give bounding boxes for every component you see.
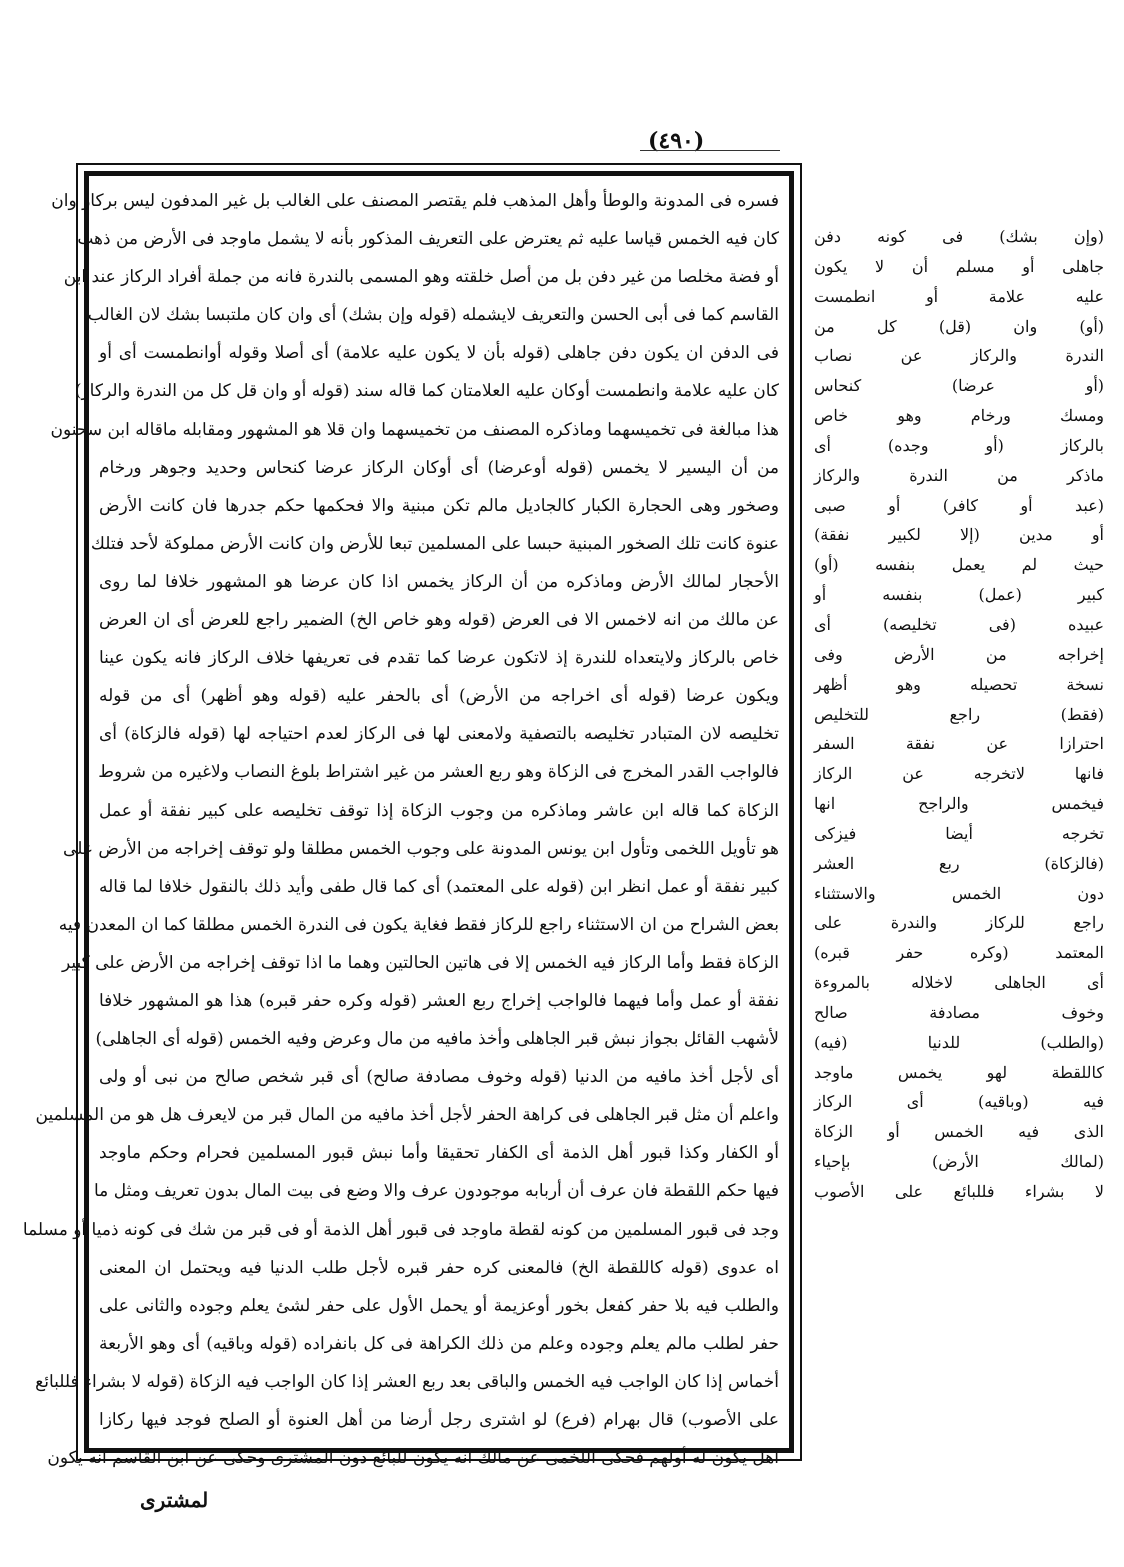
- main-text-frame: [22, 163, 802, 1469]
- main-text-line: اه عدوى (قوله كاللقطة الخ) فالمعنى كره حفر قبره لأجل طلب الدنيا فيه ويحتمل ان المعنى: [99, 1257, 779, 1278]
- margin-text-line: احترازا عن نفقة السفر: [814, 734, 1104, 754]
- margin-text-line: (أو عرضا) كنحاس: [814, 376, 1104, 396]
- margin-text-line: فانها لاتخرجه عن الركاز: [814, 764, 1104, 784]
- main-text-line: اهل يكون له أولهم فحكى اللخمى عن مالك انه يكون للبائع دون المشترى وحكى عن ابن القاسم انه يكون: [47, 1448, 779, 1469]
- main-text-line: الزكاة كما قاله ابن عاشر وماذكره من وجوب الزكاة إذا توقف تخليصه على كبير نفقة أو عمل: [99, 800, 779, 821]
- margin-text-line: ومسك ورخام وهو خاص: [814, 406, 1104, 426]
- margin-text-line: بالركاز (أو وجده) أى: [814, 435, 1104, 455]
- main-text-line: أو فضة مخلصا من غير دفن بل من أصل خلقته وهو المسمى بالندرة فانه من جملة أفراد الركاز عند ابن: [63, 267, 779, 288]
- margin-text-line: أو مدين (إلا لكبير نفقة): [814, 525, 1104, 545]
- margin-text-line: عليه علامة أو انطمست: [814, 286, 1104, 306]
- main-text-line: فى الدفن ان يكون دفن جاهلى (قوله بأن لا يكون عليه علامة) أى أصلا وقوله أوانطمست أى أو: [99, 343, 779, 364]
- main-text-line: وصخور وهى الحجارة الكبار كالجاديل مالم تكن مبنية والا فحكمها حكم جدرها فان كانت الأرض: [99, 495, 779, 516]
- margin-text-line: الندرة والركاز عن نصاب: [814, 346, 1104, 366]
- margin-text-line: (فقط) راجع للتخليص: [814, 704, 1104, 724]
- margin-text-line: كاللقطة لهو يخمس ماوجد: [814, 1062, 1104, 1082]
- margin-text-line: (وإن بشك) فى كونه دفن: [814, 227, 1104, 246]
- margin-text-line: (أو) وان (قل) كل من: [814, 316, 1104, 336]
- main-text-frame-inner: [22, 171, 794, 1469]
- main-text-line: كبير نفقة أو عمل انظر ابن (قوله على المعتمد) أى كما قال طفى وأيد ذلك بالنقول خلافا لما قاله: [99, 876, 779, 897]
- margin-text-line: كبير (عمل) بنفسه أو: [814, 585, 1104, 605]
- main-text-lines: [22, 182, 779, 1477]
- main-text-line: تخليصه لان المتبادر تخليصه بالتصفية ولامعنى لها فى الركاز لعدم احتياجه لها (قوله فالزكاة) أى: [99, 724, 779, 745]
- margin-text-lines: [814, 222, 1104, 1207]
- margin-text-line: (لمالك الأرض) بإحياء: [814, 1152, 1104, 1172]
- margin-text-line: دون الخمس والاستثناء: [814, 883, 1104, 903]
- main-text-line: الزكاة فقط وأما الركاز فيه الخمس إلا فى هاتين الحالتين وهما ما اذا توقف إخراجه من الأرض على كبير: [61, 952, 779, 973]
- margin-text-line: الذى فيه الخمس أو الزكاة: [814, 1122, 1104, 1142]
- main-text-line: واعلم أن مثل قبر الجاهلى فى كراهة الحفر لأجل أخذ مافيه من المال قبر من لايعرف هل هو من المسلمين: [35, 1105, 779, 1126]
- main-text-line: كان عليه علامة وانطمست أوكان عليه العلامتان كما قاله سند (قوله أو وان قل كل من الندرة والركاز): [74, 381, 779, 402]
- main-text-line: من أن اليسير لا يخمس (قوله أوعرضا) أى أوكان الركاز عرضا كنحاس وحديد وجوهر ورخام: [99, 457, 779, 478]
- margin-text-line: لا بشراء فللبائع على الأصوب: [814, 1182, 1104, 1201]
- main-text-line: أخماس إذا كان الواجب فيه الخمس والباقى بعد ربع العشر إذا كان الواجب فيه الزكاة (قوله لا بشراء فللبائع: [35, 1371, 779, 1392]
- main-text-line: الأحجار لمالك الأرض وماذكره من أن الركاز يخمس اذا كان عرضا هو المشهور خلافا لما روى: [99, 571, 779, 592]
- main-text-line: حفر لطلب مالم يعلم وجوده وعلم من ذلك الكراهة فى كل بانفراده (قوله وباقيه) أى وهو الأربعة: [99, 1333, 779, 1354]
- margin-text-line: راجع للركاز والندرة على: [814, 913, 1104, 933]
- margin-text-line: إخراجه من الأرض وفى: [814, 644, 1104, 664]
- main-text-line: والطلب فيه بلا حفر كفعل بخور أوعزيمة أو يحمل الأول على حفر لشئ يعلم وجوده والثانى على: [99, 1295, 779, 1316]
- margin-text-line: ماذكر من الندرة والركاز: [814, 465, 1104, 485]
- main-text-line: هو تأويل اللخمى وتأول ابن يونس المدونة على وجوب الخمس مطلقا ولو توقف إخراجه من الأرض على: [63, 838, 779, 859]
- margin-text-line: أى الجاهلى لاخلاله بالمروءة: [814, 973, 1104, 993]
- main-text-line: هذا مبالغة فى تخميسهما وماذكره المصنف من تخميسهما وان قلا هو المشهور ومقابله ماقاله ابن سحنون: [50, 419, 779, 440]
- margin-text-line: عبيده (فى تخليصه) أى: [814, 614, 1104, 634]
- main-text-line: لأشهب القائل بجواز نبش قبر الجاهلى وأخذ مافيه من مال وعرض وفيه الخمس (قوله أى الجاهلى): [95, 1029, 779, 1050]
- catchword: لمشترى: [140, 1488, 209, 1512]
- margin-text-column: [814, 222, 1104, 1207]
- main-text-line: ويكون عرضا (قوله أى اخراجه من الأرض) أى بالحفر عليه (قوله وهو أظهر) أى من قوله: [99, 686, 779, 707]
- margin-text-line: وخوف مصادفة صالح: [814, 1002, 1104, 1022]
- margin-text-line: (فالزكاة) ربع العشر: [814, 853, 1104, 873]
- top-rule: [640, 150, 780, 151]
- margin-text-line: تخرجه أيضا فيزكى: [814, 823, 1104, 843]
- margin-text-line: (والطلب) للدنيا (فيه): [814, 1032, 1104, 1052]
- main-text-line: خاص بالركاز ولايتعداه للندرة إذ لاتكون عرضا كما تقدم فى تعريفها خلاف الركاز فانه يكون عينا: [99, 648, 779, 669]
- main-text-line: بعض الشراح من ان الاستثناء راجع للركاز فقط فغاية يكون فى الندرة الخمس مطلقا كما ان المعدن فيه: [58, 914, 779, 935]
- margin-text-line: (عبد أو كافر) أو صبى: [814, 495, 1104, 515]
- margin-text-line: فيخمس والراجح انها: [814, 794, 1104, 814]
- main-text-line: عن مالك من انه لاخمس الا فى العرض (قوله وهو خاص الخ) الضمير راجع للعرض أى ان العرض: [99, 610, 779, 631]
- main-text-line: نفقة أو عمل وأما فيهما فالواجب إخراج ربع العشر (قوله وكره حفر قبره) هذا هو المشهور خلافا: [99, 990, 779, 1011]
- main-text-line: وجد فى قبور المسلمين من كونه لقطة ماوجد فى قبور أهل الذمة أو فى قبر من شك فى كونه ذميا أو مسلما: [22, 1219, 779, 1240]
- margin-text-line: نسخة تحصيله وهو أظهر: [814, 674, 1104, 694]
- main-text-line: فسره فى المدونة والوطأ وأهل المذهب فلم يقتصر المصنف على الغالب بل غير المدفون ليس بركاز وان: [51, 191, 779, 211]
- main-text-line: على الأصوب) قال بهرام (فرع) لو اشترى رجل أرضا من أهل العنوة أو الصلح فوجد فيها ركازا: [99, 1410, 779, 1430]
- main-text-line: أى لأجل أخذ مافيه من الدنيا (قوله وخوف مصادفة صالح) أى قبر شخص صالح من نبى أو ولى: [99, 1067, 779, 1088]
- main-text-line: فيها حكم اللقطة فان عرف أن أربابه موجودون عرف والا وضع فى بيت المال بدون تعريف ومثل ما: [94, 1181, 779, 1202]
- margin-text-line: المعتمد (وكره حفر قبره): [814, 943, 1104, 963]
- main-text-line: القاسم كما فى أبى الحسن والتعريف لايشمله (قوله وإن بشك) أى وان كان ملتبسا بشك لان الغالب: [87, 305, 779, 326]
- main-text-line: كان فيه الخمس قياسا عليه ثم يعترض على التعريف المذكور بأنه لا يشمل ماوجد فى الأرض من ذهب: [77, 229, 779, 250]
- margin-text-line: جاهلى أو مسلم أن لا يكون: [814, 256, 1104, 276]
- main-text-line: فالواجب القدر المخرج فى الزكاة وهو ربع العشر من غير اشتراط بلوغ النصاب ولاغيره من شروط: [98, 762, 779, 783]
- margin-text-line: فيه (وباقيه) أى الركاز: [814, 1092, 1104, 1112]
- main-text-line: أو الكفار وكذا قبور أهل الذمة أى الكفار تحقيقا وأما نبش قبور المسلمين فحرام وحكم ماوجد: [99, 1143, 779, 1164]
- margin-text-line: حيث لم يعمل بنفسه (أو): [814, 555, 1104, 575]
- main-text-line: عنوة كانت تلك الصخور المبنية حبسا على المسلمين تبعا للأرض وان كانت الأرض مملوكة لأحد فتلك: [90, 533, 779, 554]
- page-number: (٤٩٠): [648, 128, 705, 154]
